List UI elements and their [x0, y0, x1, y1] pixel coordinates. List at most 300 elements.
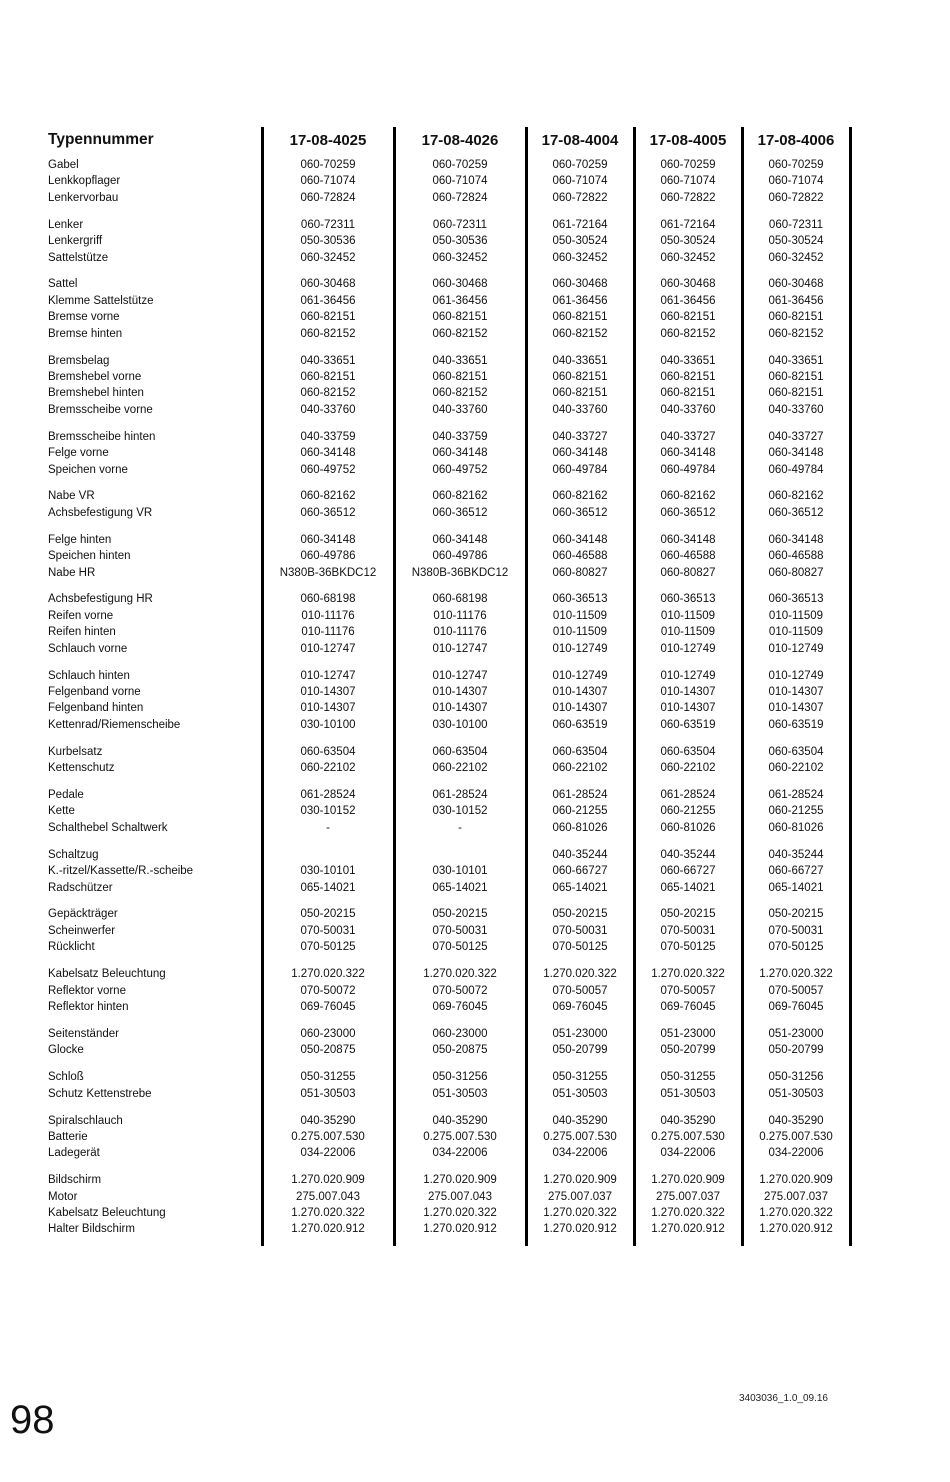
- part-name: Seitenständer: [48, 1027, 119, 1040]
- group-spacer: [46, 733, 850, 744]
- spacer-cell: [46, 1102, 262, 1113]
- part-number: 060-82152: [526, 326, 634, 342]
- table-row: [46, 1026, 850, 1042]
- part-number: 070-50125: [394, 939, 526, 955]
- table-row: [46, 250, 850, 266]
- table-row: [46, 966, 850, 982]
- part-name: K.-ritzel/Kassette/R.-scheibe: [48, 865, 194, 878]
- part-number: 040-33651: [526, 353, 634, 369]
- spacer-cell: [46, 418, 262, 429]
- part-number: 060-82151: [394, 369, 526, 385]
- table-row: [46, 787, 850, 803]
- spacer-cell: [394, 1059, 526, 1070]
- part-number: 060-49786: [394, 548, 526, 564]
- part-number: 060-82162: [394, 488, 526, 504]
- part-number: 069-76045: [526, 999, 634, 1015]
- part-number: 060-23000: [262, 1026, 394, 1042]
- part-number: 010-14307: [742, 700, 850, 716]
- spacer-cell: [394, 1015, 526, 1026]
- part-number: 060-71074: [262, 173, 394, 189]
- part-number: 060-81026: [742, 820, 850, 836]
- part-number: N380B-36BKDC12: [394, 565, 526, 581]
- part-number: 069-76045: [742, 999, 850, 1015]
- part-number: 060-72824: [262, 190, 394, 206]
- part-number: 275.007.037: [526, 1189, 634, 1205]
- table-row: [46, 1113, 850, 1129]
- spacer-cell: [394, 657, 526, 668]
- part-name: Gabel: [48, 159, 79, 171]
- spacer-cell: [262, 836, 394, 847]
- spacer-cell: [634, 342, 742, 353]
- spacer-cell: [394, 1162, 526, 1173]
- part-number: 061-72164: [634, 217, 742, 233]
- header-label: Typennummer: [48, 131, 154, 148]
- spacer-cell: [526, 1059, 634, 1070]
- part-number: 275.007.043: [394, 1189, 526, 1205]
- group-spacer: [46, 777, 850, 788]
- part-number: 060-63519: [742, 717, 850, 733]
- part-number: 010-11176: [394, 608, 526, 624]
- part-name: Kabelsatz Beleuchtung: [48, 968, 166, 981]
- table-row: [46, 863, 850, 879]
- spacer-cell: [742, 896, 850, 907]
- part-name: Lenker: [48, 218, 84, 231]
- spacer-cell: [526, 896, 634, 907]
- table-row: [46, 624, 850, 640]
- part-number: 060-34148: [526, 532, 634, 548]
- part-number: 060-70259: [634, 157, 742, 173]
- spacer-cell: [394, 521, 526, 532]
- part-number: 050-30536: [262, 233, 394, 249]
- spacer-cell: [262, 1102, 394, 1113]
- spacer-cell: [262, 733, 394, 744]
- part-number: 030-10101: [262, 863, 394, 879]
- part-number: 040-35290: [262, 1113, 394, 1129]
- table-row: [46, 744, 850, 760]
- part-number: 040-33760: [262, 402, 394, 418]
- part-number: 060-22102: [394, 760, 526, 776]
- part-number: 040-35290: [394, 1113, 526, 1129]
- part-number: 040-33727: [634, 429, 742, 445]
- part-number: 061-36456: [526, 293, 634, 309]
- spacer-cell: [526, 266, 634, 277]
- spacer-cell: [262, 521, 394, 532]
- table-row: [46, 233, 850, 249]
- part-number: 010-14307: [394, 684, 526, 700]
- part-number: 1.270.020.322: [394, 1205, 526, 1221]
- part-number: 060-82151: [262, 309, 394, 325]
- part-number: 070-50057: [526, 983, 634, 999]
- part-number: 070-50125: [634, 939, 742, 955]
- part-name: Speichen hinten: [48, 550, 131, 563]
- part-number: 051-30503: [262, 1086, 394, 1102]
- part-number: N380B-36BKDC12: [262, 565, 394, 581]
- spacer-cell: [46, 266, 262, 277]
- part-number: 034-22006: [262, 1145, 394, 1161]
- part-number: 050-20875: [262, 1042, 394, 1058]
- part-number: 1.270.020.912: [262, 1221, 394, 1237]
- part-name: Bremsscheibe vorne: [48, 403, 153, 416]
- part-number: 070-50072: [394, 983, 526, 999]
- part-name: Schaltzug: [48, 848, 99, 861]
- part-number: 051-23000: [742, 1026, 850, 1042]
- spacer-cell: [526, 478, 634, 489]
- spacer-cell: [742, 266, 850, 277]
- spacer-cell: [394, 581, 526, 592]
- part-number: 1.270.020.909: [262, 1172, 394, 1188]
- part-number: 0.275.007.530: [634, 1129, 742, 1145]
- part-number: 040-33760: [394, 402, 526, 418]
- part-number: 275.007.043: [262, 1189, 394, 1205]
- spacer-cell: [742, 836, 850, 847]
- part-number: 060-72822: [526, 190, 634, 206]
- part-number: 010-11509: [742, 624, 850, 640]
- part-number: 034-22006: [634, 1145, 742, 1161]
- part-number: 065-14021: [634, 880, 742, 896]
- part-number: 061-36456: [262, 293, 394, 309]
- part-number: 010-12749: [634, 641, 742, 657]
- part-number: 061-28524: [262, 787, 394, 803]
- part-number: 060-34148: [262, 532, 394, 548]
- part-number: 030-10101: [394, 863, 526, 879]
- part-number: 070-50057: [742, 983, 850, 999]
- part-number: 051-30503: [634, 1086, 742, 1102]
- part-name: Speichen vorne: [48, 463, 128, 476]
- part-number: 040-35244: [742, 847, 850, 863]
- spacer-cell: [262, 266, 394, 277]
- part-number: 060-82151: [394, 309, 526, 325]
- part-number: 050-20799: [526, 1042, 634, 1058]
- part-number: 060-21255: [742, 803, 850, 819]
- part-number: 060-36513: [742, 591, 850, 607]
- part-name: Rücklicht: [48, 941, 95, 954]
- group-spacer: [46, 896, 850, 907]
- part-number: 0.275.007.530: [742, 1129, 850, 1145]
- spacer-cell: [46, 836, 262, 847]
- part-number: 1.270.020.322: [526, 966, 634, 982]
- spacer-cell: [394, 418, 526, 429]
- table-row: [46, 668, 850, 684]
- part-number: 010-14307: [526, 684, 634, 700]
- part-name: Kette: [48, 805, 75, 818]
- part-number: 040-33759: [394, 429, 526, 445]
- part-number: 060-21255: [634, 803, 742, 819]
- table-row: [46, 906, 850, 922]
- part-number: 040-33727: [526, 429, 634, 445]
- part-number: 050-31255: [526, 1069, 634, 1085]
- table-row: [46, 532, 850, 548]
- part-number: 1.270.020.912: [742, 1221, 850, 1237]
- table-row: [46, 402, 850, 418]
- part-number: 040-33760: [634, 402, 742, 418]
- part-number: 060-80827: [742, 565, 850, 581]
- spacer-cell: [46, 896, 262, 907]
- spacer-cell: [634, 1238, 742, 1246]
- spacer-cell: [634, 777, 742, 788]
- part-number: 060-81026: [526, 820, 634, 836]
- part-number: 060-34148: [526, 445, 634, 461]
- part-number: [262, 847, 394, 863]
- part-number: 060-34148: [634, 532, 742, 548]
- part-number: 050-31255: [634, 1069, 742, 1085]
- part-number: 060-63504: [526, 744, 634, 760]
- part-number: 070-50031: [634, 923, 742, 939]
- part-number: 060-72822: [742, 190, 850, 206]
- part-number: 010-11509: [742, 608, 850, 624]
- part-number: 061-28524: [526, 787, 634, 803]
- part-number: 010-12749: [742, 668, 850, 684]
- part-number: 060-72824: [394, 190, 526, 206]
- part-number: 030-10100: [394, 717, 526, 733]
- table-row: [46, 1189, 850, 1205]
- part-number: 060-36512: [526, 505, 634, 521]
- part-name: Motor: [48, 1190, 78, 1203]
- spacer-cell: [742, 1059, 850, 1070]
- group-spacer: [46, 836, 850, 847]
- spacer-cell: [634, 478, 742, 489]
- part-number: 060-82151: [634, 309, 742, 325]
- spacer-cell: [262, 342, 394, 353]
- part-number: 050-20215: [742, 906, 850, 922]
- spacer-cell: [262, 896, 394, 907]
- part-number: 010-11509: [526, 624, 634, 640]
- part-number: 010-11176: [394, 624, 526, 640]
- spacer-cell: [742, 521, 850, 532]
- part-name: Spiralschlauch: [48, 1114, 123, 1127]
- table-row: [46, 190, 850, 206]
- part-number: 065-14021: [262, 880, 394, 896]
- table-row: [46, 548, 850, 564]
- table-row: [46, 445, 850, 461]
- column-header: 17-08-4005: [634, 127, 742, 151]
- spacer-cell: [526, 836, 634, 847]
- spacer-cell: [46, 777, 262, 788]
- part-number: 061-36456: [394, 293, 526, 309]
- part-name: Schutz Kettenstrebe: [48, 1087, 152, 1100]
- table-header-row: [46, 127, 850, 151]
- part-number: 060-34148: [634, 445, 742, 461]
- part-number: 060-21255: [526, 803, 634, 819]
- part-number: 060-72311: [742, 217, 850, 233]
- part-number: 061-28524: [742, 787, 850, 803]
- part-number: 060-72311: [262, 217, 394, 233]
- part-number: 070-50031: [742, 923, 850, 939]
- part-number: 070-50072: [262, 983, 394, 999]
- table-row: [46, 462, 850, 478]
- spacer-cell: [634, 418, 742, 429]
- part-number: 1.270.020.322: [634, 966, 742, 982]
- spacer-cell: [394, 956, 526, 967]
- part-number: 060-82152: [634, 326, 742, 342]
- part-number: 061-28524: [634, 787, 742, 803]
- part-number: 060-32452: [262, 250, 394, 266]
- part-name: Klemme Sattelstütze: [48, 294, 154, 307]
- part-number: 275.007.037: [634, 1189, 742, 1205]
- part-number: 1.270.020.322: [262, 1205, 394, 1221]
- part-number: 050-30536: [394, 233, 526, 249]
- table-row: [46, 488, 850, 504]
- document-reference: 3403036_1.0_09.16: [739, 1393, 828, 1404]
- part-number: 070-50125: [742, 939, 850, 955]
- part-name: Lenkervorbau: [48, 191, 119, 204]
- part-number: 060-66727: [742, 863, 850, 879]
- part-name: Bremsbelag: [48, 354, 110, 367]
- part-name: Bremshebel vorne: [48, 370, 142, 383]
- part-number: 060-71074: [742, 173, 850, 189]
- table-row: [46, 983, 850, 999]
- spacer-cell: [742, 733, 850, 744]
- table-row: [46, 1042, 850, 1058]
- part-number: 010-12749: [742, 641, 850, 657]
- part-number: 060-36513: [526, 591, 634, 607]
- part-number: 050-20215: [634, 906, 742, 922]
- part-number: 010-12749: [526, 668, 634, 684]
- spacer-cell: [742, 1238, 850, 1246]
- part-number: 060-71074: [394, 173, 526, 189]
- part-number: 1.270.020.909: [742, 1172, 850, 1188]
- part-number: 060-30468: [394, 276, 526, 292]
- part-name: Felge vorne: [48, 447, 109, 460]
- table-row: [46, 157, 850, 173]
- part-number: 060-71074: [634, 173, 742, 189]
- part-number: 1.270.020.322: [742, 966, 850, 982]
- spacer-cell: [46, 206, 262, 217]
- table-row: [46, 1086, 850, 1102]
- part-name: Felgenband hinten: [48, 702, 144, 715]
- part-number: 060-81026: [634, 820, 742, 836]
- spacer-cell: [262, 418, 394, 429]
- spacer-cell: [46, 1162, 262, 1173]
- spacer-cell: [742, 1102, 850, 1113]
- spacer-cell: [526, 1162, 634, 1173]
- part-number: 010-14307: [262, 700, 394, 716]
- table-row: [46, 276, 850, 292]
- group-spacer: [46, 657, 850, 668]
- spacer-cell: [742, 657, 850, 668]
- part-number: 040-33651: [634, 353, 742, 369]
- part-number: -: [394, 820, 526, 836]
- spacer-cell: [394, 266, 526, 277]
- part-number: 050-31255: [262, 1069, 394, 1085]
- spacer-cell: [526, 1015, 634, 1026]
- table-row: [46, 591, 850, 607]
- group-spacer: [46, 521, 850, 532]
- part-number: 040-33760: [742, 402, 850, 418]
- part-number: 010-11509: [634, 608, 742, 624]
- part-name: Gepäckträger: [48, 908, 118, 921]
- table-row: [46, 820, 850, 836]
- part-number: 060-82152: [394, 385, 526, 401]
- part-name: Schalthebel Schaltwerk: [48, 821, 168, 834]
- part-name: Bremse vorne: [48, 311, 120, 324]
- spacer-cell: [394, 342, 526, 353]
- spacer-cell: [742, 581, 850, 592]
- spacer-cell: [742, 1015, 850, 1026]
- spacer-cell: [46, 1015, 262, 1026]
- spacer-cell: [262, 777, 394, 788]
- part-number: 070-50125: [262, 939, 394, 955]
- part-number: 034-22006: [742, 1145, 850, 1161]
- table-row: [46, 803, 850, 819]
- group-spacer: [46, 266, 850, 277]
- part-number: 030-10152: [394, 803, 526, 819]
- part-number: 060-80827: [526, 565, 634, 581]
- table-row: [46, 217, 850, 233]
- spacer-cell: [526, 418, 634, 429]
- part-number: 061-36456: [742, 293, 850, 309]
- part-number: 1.270.020.909: [394, 1172, 526, 1188]
- spacer-cell: [526, 206, 634, 217]
- table-row: [46, 1069, 850, 1085]
- part-number: 010-11176: [262, 608, 394, 624]
- part-number: 069-76045: [394, 999, 526, 1015]
- part-number: 060-23000: [394, 1026, 526, 1042]
- column-header: 17-08-4025: [262, 127, 394, 151]
- group-spacer: [46, 1102, 850, 1113]
- part-name: Schloß: [48, 1071, 84, 1084]
- part-name: Bildschirm: [48, 1174, 102, 1187]
- table-row: [46, 309, 850, 325]
- spacer-cell: [634, 657, 742, 668]
- part-number: 1.270.020.912: [634, 1221, 742, 1237]
- part-number: 060-82151: [526, 385, 634, 401]
- part-number: 010-14307: [742, 684, 850, 700]
- part-name: Bremsscheibe hinten: [48, 430, 156, 443]
- part-number: 060-49752: [394, 462, 526, 478]
- spacer-cell: [526, 733, 634, 744]
- spacer-cell: [394, 206, 526, 217]
- part-number: 060-66727: [526, 863, 634, 879]
- part-number: 051-30503: [742, 1086, 850, 1102]
- part-name: Halter Bildschirm: [48, 1223, 135, 1236]
- spacer-cell: [634, 1015, 742, 1026]
- part-number: 069-76045: [634, 999, 742, 1015]
- spacer-cell: [634, 1162, 742, 1173]
- group-spacer: [46, 581, 850, 592]
- spacer-cell: [634, 836, 742, 847]
- part-number: 060-22102: [634, 760, 742, 776]
- spacer-cell: [262, 206, 394, 217]
- part-number: 1.270.020.322: [634, 1205, 742, 1221]
- part-name: Felge hinten: [48, 533, 112, 546]
- part-number: 010-11509: [526, 608, 634, 624]
- part-number: 060-63504: [262, 744, 394, 760]
- part-number: 0.275.007.530: [394, 1129, 526, 1145]
- table-row: [46, 293, 850, 309]
- part-number: 050-20215: [526, 906, 634, 922]
- part-number: 065-14021: [526, 880, 634, 896]
- table-row: [46, 565, 850, 581]
- part-number: 1.270.020.322: [394, 966, 526, 982]
- part-name: Bremse hinten: [48, 327, 123, 340]
- part-number: 040-35290: [526, 1113, 634, 1129]
- group-spacer: [46, 1238, 850, 1246]
- part-number: 010-14307: [526, 700, 634, 716]
- part-number: 069-76045: [262, 999, 394, 1015]
- table-row: [46, 385, 850, 401]
- spacer-cell: [46, 521, 262, 532]
- part-name: Radschützer: [48, 881, 113, 894]
- part-number: 060-82152: [394, 326, 526, 342]
- spacer-cell: [394, 1102, 526, 1113]
- part-name: Ladegerät: [48, 1147, 100, 1160]
- spacer-cell: [742, 777, 850, 788]
- table-row: [46, 369, 850, 385]
- spacer-cell: [526, 342, 634, 353]
- table-row: [46, 1205, 850, 1221]
- part-number: 040-33759: [262, 429, 394, 445]
- part-number: 070-50057: [634, 983, 742, 999]
